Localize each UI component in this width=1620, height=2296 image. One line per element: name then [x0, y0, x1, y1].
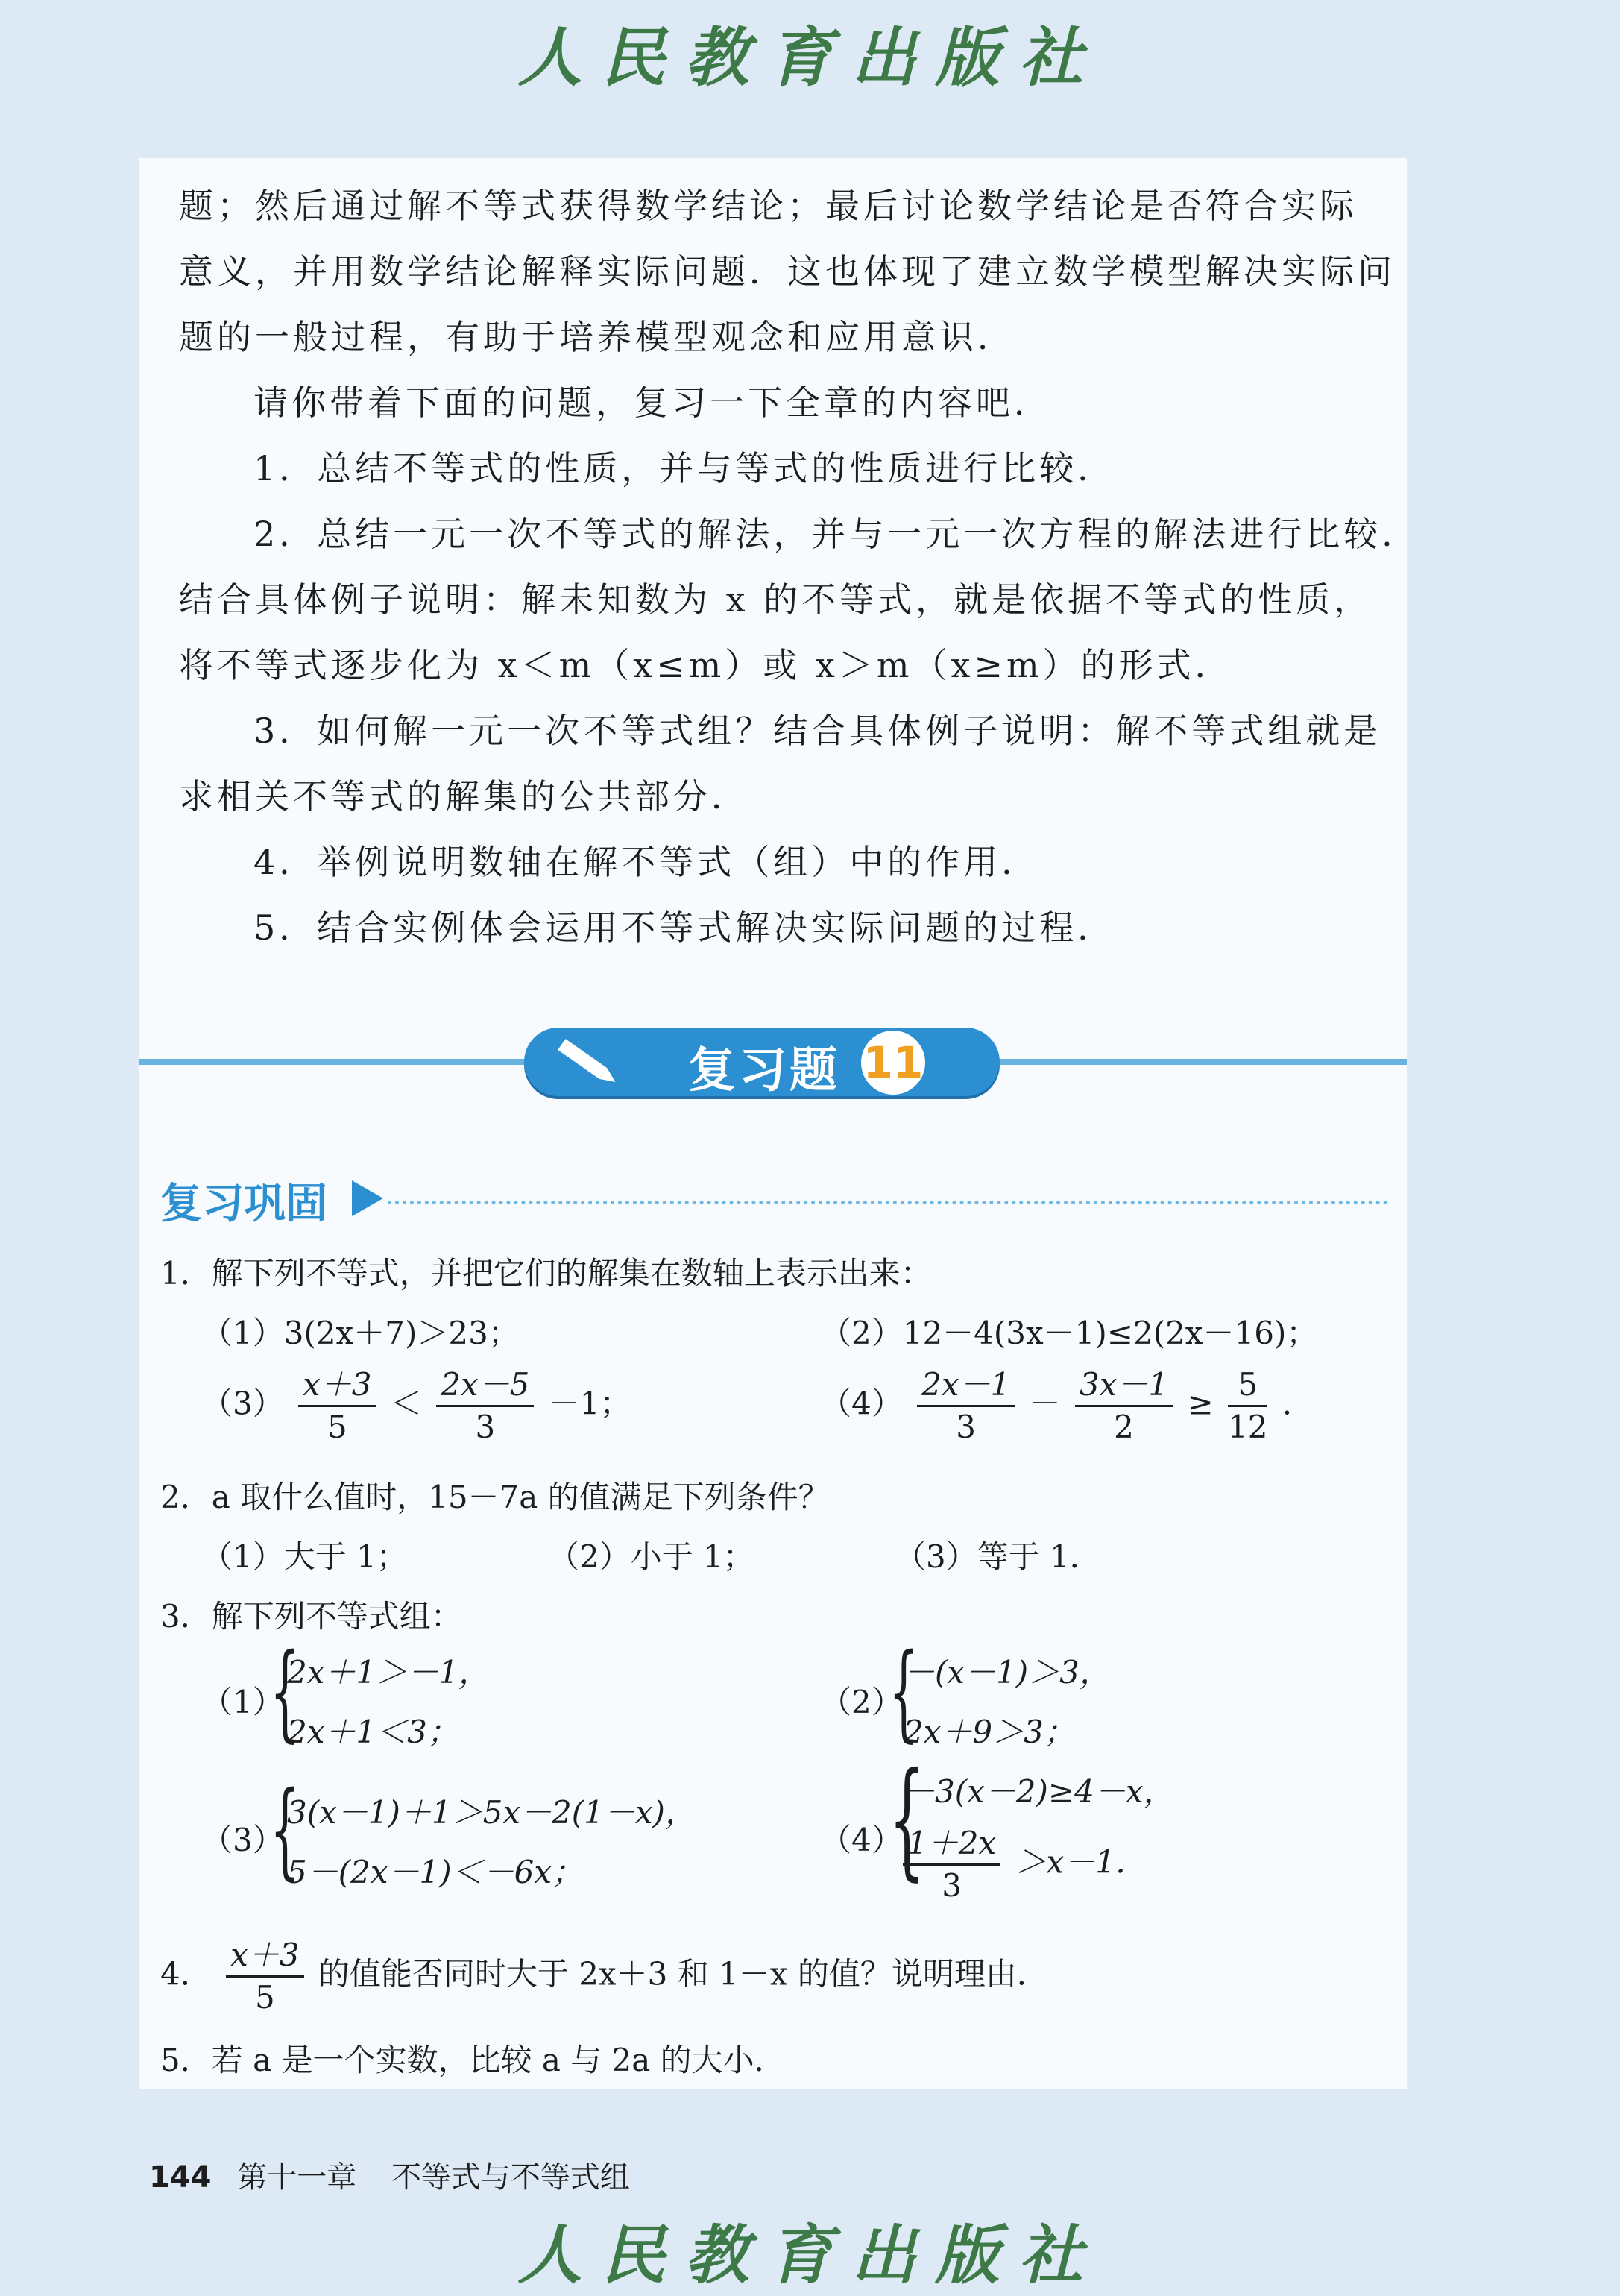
publisher-logo-bottom: 人民教育出版社 — [517, 2218, 1103, 2293]
intro-line: 5．结合实例体会运用不等式解决实际问题的过程． — [253, 908, 1116, 948]
exercise-3: 3．解下列不等式组： — [160, 1598, 462, 1635]
exercise-5: 5．若 a 是一个实数，比较 a 与 2a 的大小． — [160, 2042, 786, 2078]
exercise-3-1-label: （1） — [201, 1684, 284, 1720]
exercise-2-3: （3）等于 1． — [895, 1538, 1101, 1575]
intro-line: 结合具体例子说明：解未知数为 x 的不等式，就是依据不等式的性质， — [179, 579, 1372, 620]
system-brace: { — [889, 1746, 925, 1893]
fraction: $\frac{2x-5}{3}$ — [436, 1365, 534, 1447]
relation: ＜ — [390, 1385, 422, 1422]
exercise-3-3-line: 3(x－1)＋1＞5x－2(1－x)， — [287, 1794, 696, 1831]
intro-line: 题的一般过程，有助于培养模型观念和应用意识． — [179, 317, 1015, 357]
item-label: （4） — [820, 1385, 903, 1422]
exercise-1-2: （2）12－4(3x－1)≤2(2x－16)； — [820, 1315, 1318, 1351]
exercise-2-1: （1）大于 1； — [201, 1538, 408, 1575]
intro-line: 求相关不等式的解集的公共部分． — [179, 776, 749, 817]
intro-line: 3．如何解一元一次不等式组？结合具体例子说明：解不等式组就是 — [253, 711, 1382, 751]
expression-tail: 的值能否同时大于 2x＋3 和 1－x 的值？说明理由． — [318, 1955, 1048, 1993]
chapter-title: 不等式与不等式组 — [391, 2160, 630, 2195]
exercise-3-2-line: －(x－1)＞3， — [904, 1654, 1111, 1690]
relation: ≥ — [1187, 1385, 1214, 1422]
fraction: $\frac{x+3}{5}$ — [226, 1935, 303, 2018]
system-brace: { — [270, 1770, 300, 1891]
arrow-icon — [352, 1180, 383, 1216]
item-label: （3） — [201, 1385, 284, 1422]
exercise-3-1-line: 2x＋1＜3； — [287, 1714, 458, 1750]
intro-line: 请你带着下面的问题，复习一下全章的内容吧． — [253, 383, 1052, 423]
exercise-3-3-line: 5－(2x－1)＜－6x； — [287, 1854, 584, 1890]
intro-line: 意义，并用数学结论解释实际问题．这也体现了建立数学模型解决实际问 — [179, 251, 1396, 292]
section-number-badge: 11 — [861, 1031, 925, 1095]
intro-line: 4．举例说明数轴在解不等式（组）中的作用． — [253, 842, 1040, 882]
exercise-1-3 — [201, 1365, 631, 1447]
exercise-4 — [160, 1935, 1048, 2018]
exercise-3-2-label: （2） — [820, 1684, 903, 1720]
fraction: $\frac{x+3}{5}$ — [298, 1365, 376, 1447]
fraction: $\frac{5}{12}$ — [1228, 1366, 1268, 1445]
fraction: $\frac{3x-1}{2}$ — [1075, 1365, 1173, 1447]
exercise-1-1: （1）3(2x＋7)＞23； — [201, 1315, 520, 1351]
dotted-rule — [388, 1201, 1388, 1204]
pencil-icon — [546, 1034, 628, 1093]
exercise-3-2-line: 2x＋9＞3； — [904, 1714, 1075, 1750]
intro-line: 题；然后通过解不等式获得数学结论；最后讨论数学结论是否符合实际 — [179, 186, 1358, 226]
exercise-2: 2．a 取什么值时，15－7a 的值满足下列条件？ — [160, 1479, 830, 1515]
relation: － — [1029, 1385, 1061, 1422]
section-header — [524, 1028, 1000, 1096]
fraction: $\frac{2x-1}{3}$ — [917, 1365, 1015, 1447]
page-number: 144 — [149, 2160, 212, 2195]
section-title: 复习题 — [688, 1043, 840, 1098]
system-brace: { — [889, 1632, 919, 1753]
intro-line: 1．总结不等式的性质，并与等式的性质进行比较． — [253, 448, 1116, 488]
exercise-3-3-label: （3） — [201, 1822, 284, 1858]
exercise-3-4-line: －3(x－2)≥4－x， — [904, 1773, 1175, 1810]
exercise-1: 1．解下列不等式，并把它们的解集在数轴上表示出来： — [160, 1255, 932, 1292]
subsection-heading: 复习巩固 — [160, 1180, 327, 1228]
page-footer — [149, 2154, 630, 2196]
exercise-3-4-label: （4） — [820, 1822, 903, 1858]
exercise-3-1-line: 2x＋1＞－1， — [287, 1654, 490, 1690]
chapter-label: 第十一章 — [237, 2160, 357, 2195]
intro-line: 将不等式逐步化为 x＜m（x≤m）或 x＞m（x≥m）的形式． — [179, 645, 1233, 685]
intro-line: 2．总结一元一次不等式的解法，并与一元一次方程的解法进行比较． — [253, 514, 1420, 554]
item-label: 4． — [160, 1955, 212, 1993]
expression-tail: ． — [1282, 1385, 1314, 1422]
system-brace: { — [270, 1632, 300, 1753]
exercise-2-2: （2）小于 1； — [548, 1538, 754, 1575]
exercise-3-4-line — [898, 1823, 1147, 1906]
expression-tail: ＞x－1． — [1015, 1843, 1147, 1881]
exercise-1-4 — [820, 1365, 1314, 1447]
expression-tail: －1； — [548, 1385, 631, 1422]
publisher-logo-top: 人民教育出版社 — [517, 20, 1103, 95]
fraction: $\frac{1+2x}{3}$ — [903, 1823, 1000, 1906]
